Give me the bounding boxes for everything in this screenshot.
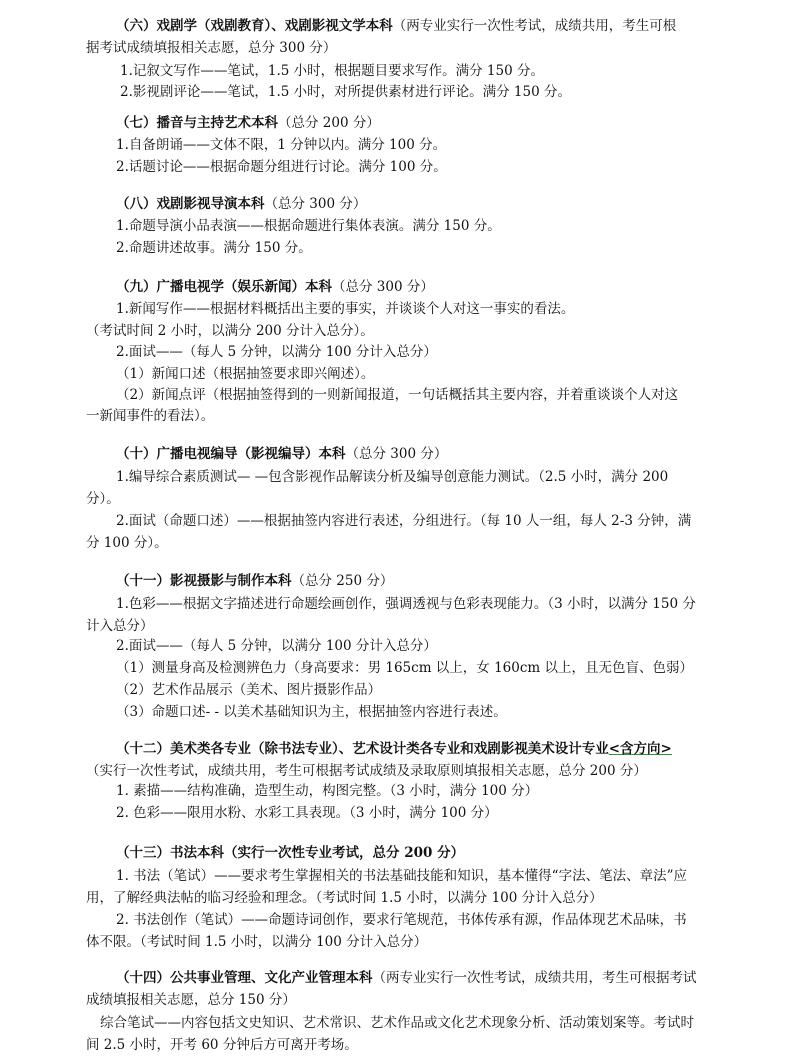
section-7-item-2: 2.话题讨论——根据命题分组进行讨论。满分 100 分。 [116,159,447,175]
section-12-title-direction: <含方向> [608,741,672,757]
section-6-item-2: 2.影视剧评论——笔试，1.5 小时，对所提供素材进行评论。满分 150 分。 [120,84,571,100]
section-11-heading [116,571,393,591]
section-8-heading [116,194,366,214]
section-13-para-1: 1. 书法（笔试）——要求考生掌握相关的书法基础技能和知识，基本懂得“字法、笔法、章法”应用，了解经典法帖的临习经验和理念。（考试时间 1.5 小时，以满分 100 分计入总分） [86,868,687,906]
section-6-heading [116,16,676,36]
section-7-item-1: 1.自备朗诵——文体不限，1 分钟以内。满分 100 分。 [116,137,447,153]
section-6-item-1: 1.记叙文写作——笔试，1.5 小时，根据题目要求写作。满分 150 分。 [120,63,544,79]
section-11-line-2: 2.面试——（每人 5 分钟，以满分 100 分计入总分） [116,638,437,654]
section-6-note-cont: 据考试成绩填报相关志愿，总分 300 分） [86,40,337,56]
section-12-title: （十二）美术类各专业（除书法专业）、艺术设计类各专业和戏剧影视美术设计专业 [116,741,609,757]
section-6-note: （两专业实行一次性考试，成绩共用，考生可根 [392,18,677,34]
section-14-para-1: 综合笔试——内容包括文史知识、艺术常识、艺术作品或文化艺术现象分析、活动策划案等。考试时间 2.5 小时，开考 60 分钟后方可离开考场。 [86,1015,694,1053]
section-9-heading [116,277,434,297]
section-11-line-5: （3）命题口述- - 以美术基础知识为主，根据抽签内容进行表述。 [116,704,507,720]
section-8-item-2: 2.命题讲述故事。满分 150 分。 [116,240,312,256]
section-9-line-4: （1）新闻口述（根据抽签要求即兴阐述）。 [116,366,375,382]
section-12-heading [86,738,698,782]
section-9-line-2: （考试时间 2 小时，以满分 200 分计入总分）。 [86,323,374,339]
section-9-line-6: 一新闻事件的看法）。 [86,408,215,424]
section-8-item-1: 1.命题导演小品表演——根据命题进行集体表演。满分 150 分。 [116,218,501,234]
section-10-title: （十）广播电视编导（影视编导）本科 [116,446,346,462]
section-7-note: （总分 200 分） [278,115,380,131]
section-8-note: （总分 300 分） [264,196,367,212]
section-10-heading [116,444,447,464]
section-6-title: （六）戏剧学（戏剧教育）、戏剧影视文学本科 [116,18,393,34]
section-14-title: （十四）公共事业管理、文化产业管理本科 [116,970,373,986]
section-8-title: （八）戏剧影视导演本科 [116,196,265,212]
section-11-para-1: 1.色彩——根据文字描述进行命题绘画创作，强调透视与色彩表现能力。（3 小时，以满分 150 分计入总分） [86,596,696,634]
section-9-line-1: 1.新闻写作——根据材料概括出主要的事实，并谈谈个人对这一事实的看法。 [116,301,575,317]
section-12-item-2: 2. 色彩——限用水粉、水彩工具表现。（3 小时，满分 100 分） [116,805,498,821]
section-10-para-1: 1.编导综合素质测试— —包含影视作品解读分析及编导创意能力测试。（2.5 小时，满分 200 分）。 [86,469,669,507]
section-11-title: （十一）影视摄影与制作本科 [116,573,292,589]
section-11-note: （总分 250 分） [291,573,394,589]
section-13-heading [116,843,464,863]
section-9-note: （总分 300 分） [332,279,434,295]
section-11-line-3: （1）测量身高及检测辨色力（身高要求：男 165cm 以上，女 160cm 以上，且无色盲、色弱） [116,660,694,676]
section-14-heading [86,967,698,1011]
section-9-title: （九）广播电视学（娱乐新闻）本科 [116,279,332,295]
section-13-para-2: 2. 书法创作（笔试）——命题诗词创作，要求行笔规范，书体传承有源，作品体现艺术品味，书体不限。（考试时间 1.5 小时，以满分 100 分计入总分） [86,912,687,950]
section-11-line-4: （2）艺术作品展示（美术、图片摄影作品） [116,682,382,698]
section-10-note: （总分 300 分） [345,446,448,462]
section-13-title: （十三）书法本科（实行一次性专业考试，总分 200 分） [116,845,465,861]
section-10-para-2: 2.面试（命题口述）——根据抽签内容进行表述，分组进行。（每 10 人一组，每人 2-3 分钟，满分 100 分）。 [86,513,692,551]
section-12-note: （实行一次性考试，成绩共用，考生可根据考试成绩及录取原则填报相关志愿，总分 200 分） [86,763,647,779]
section-9-line-3: 2.面试——（每人 5 分钟，以满分 100 分计入总分） [116,344,437,360]
section-12-item-1: 1. 素描——结构准确，造型生动，构图完整。（3 小时，满分 100 分） [116,783,539,799]
section-9-line-5: （2）新闻点评（根据抽签得到的一则新闻报道，一句话概括其主要内容，并着重谈谈个人对这 [116,387,679,403]
section-7-title: （七）播音与主持艺术本科 [116,115,278,131]
section-14-note: （两专业实行一次性考试，成绩共用，考生可根据考试成绩填报相关志愿，总分 150 分） [86,970,697,1008]
section-7-heading [116,113,380,133]
